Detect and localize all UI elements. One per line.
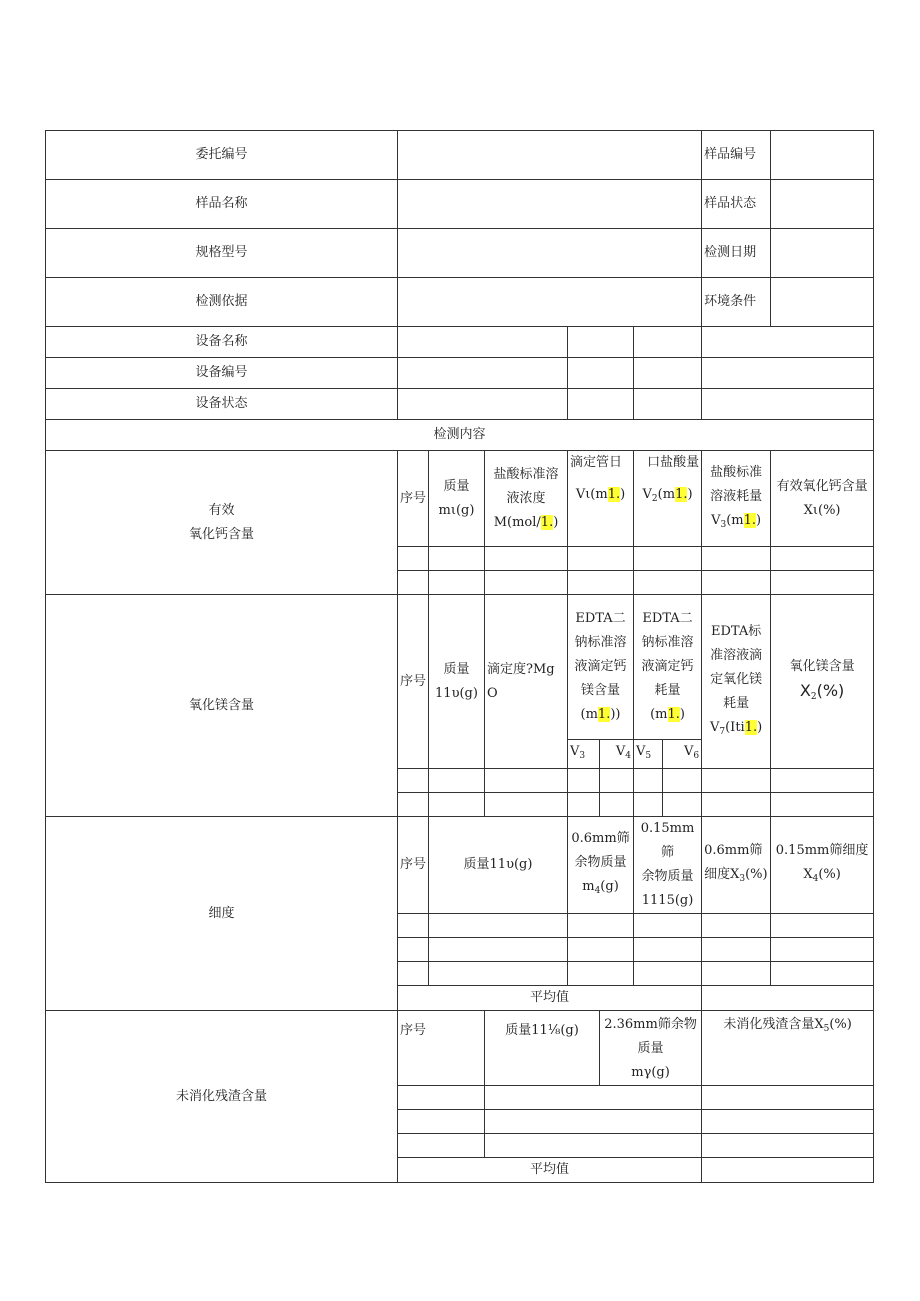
- cao-header-row: [46, 451, 874, 547]
- cao-result: 有效氧化钙含量 Xι(%): [771, 451, 874, 547]
- mgo-mass: 质量 11υ(g): [429, 595, 485, 769]
- row-basis: [46, 278, 874, 327]
- label-sample-name: 样品名称: [46, 180, 398, 229]
- equip-no-4[interactable]: [702, 358, 874, 389]
- label-test-date: 检测日期: [702, 229, 771, 278]
- value-entrust-no-cell[interactable]: [398, 131, 702, 180]
- equip-no-2[interactable]: [568, 358, 634, 389]
- equip-name-1[interactable]: [398, 327, 568, 358]
- cao-v1: 滴定管日 Vι(m1.): [568, 451, 634, 547]
- label-equip-no: 设备编号: [46, 358, 398, 389]
- fine-title: 细度: [46, 817, 398, 1011]
- cao-consume: 盐酸标准 溶液耗量 $V_3(m1.)$: [702, 451, 771, 547]
- mgo-v6: $V_6$: [663, 740, 702, 769]
- fine-avg-value[interactable]: [702, 986, 874, 1011]
- residue-seq: 序号: [398, 1011, 485, 1086]
- row-equip-state: [46, 389, 874, 420]
- equip-state-4[interactable]: [702, 389, 874, 420]
- equip-no-3[interactable]: [634, 358, 702, 389]
- mgo-v4: $V_4$: [600, 740, 634, 769]
- cao-seq: 序号: [398, 451, 429, 547]
- residue-mass: 质量11⅛(g): [485, 1011, 600, 1086]
- value-spec-model[interactable]: [398, 229, 702, 278]
- mgo-seq: 序号: [398, 595, 429, 769]
- equip-name-4[interactable]: [702, 327, 874, 358]
- row-content-title: [46, 420, 874, 451]
- value-test-basis[interactable]: [398, 278, 702, 327]
- cao-title: 有效 氧化钙含量: [46, 451, 398, 595]
- row-equip-name: [46, 327, 874, 358]
- mgo-v5: $V_5$: [634, 740, 663, 769]
- label-test-basis: 检测依据: [46, 278, 398, 327]
- mgo-result: 氧化镁含量 $X_2(\%)$: [771, 595, 874, 769]
- value-sample-no[interactable]: [771, 131, 874, 180]
- mgo-cam: EDTA二 钠标准溶 液滴定钙 镁含量 (m1.)): [568, 595, 634, 740]
- label-spec-model: 规格型号: [46, 229, 398, 278]
- value-test-date[interactable]: [771, 229, 874, 278]
- fine-mass: 质量11υ(g): [429, 817, 568, 914]
- mgo-ca: EDTA二 钠标准溶 液滴定钙 耗量 (m1.): [634, 595, 702, 740]
- fine-seq: 序号: [398, 817, 429, 914]
- equip-state-1[interactable]: [398, 389, 568, 420]
- fine-r015: 0.15mm筛 余物质量 1115(g): [634, 817, 702, 914]
- fine-f015: 0.15mm筛细度 $X_4(\%)$: [771, 817, 874, 914]
- fine-f06: 0.6mm筛 细度$X_3(\%)$: [702, 817, 771, 914]
- equip-no-1[interactable]: [398, 358, 568, 389]
- row-spec: [46, 229, 874, 278]
- residue-avg-label: 平均值: [398, 1158, 702, 1183]
- fine-header-row: [46, 817, 874, 914]
- cao-conc: 盐酸标准溶 液浓度 M(mol/1.): [485, 451, 568, 547]
- label-equip-state: 设备状态: [46, 389, 398, 420]
- label-env-cond: 环境条件: [702, 278, 771, 327]
- fine-r06: 0.6mm筛 余物质量 $m_4(g)$: [568, 817, 634, 914]
- label-entrust-no: 委托编号: [46, 131, 398, 180]
- equip-name-2[interactable]: [568, 327, 634, 358]
- content-title: 检测内容: [46, 420, 874, 451]
- row-equip-no: [46, 358, 874, 389]
- residue-sieve: 2.36mm筛余物质量 mγ(g): [600, 1011, 702, 1086]
- row-sample-name: [46, 180, 874, 229]
- mgo-title: 氧化镁含量: [46, 595, 398, 817]
- equip-state-2[interactable]: [568, 389, 634, 420]
- cao-v2: 口盐酸量 $V_2(m1.)$: [634, 451, 702, 547]
- value-env-cond[interactable]: [771, 278, 874, 327]
- fine-avg-label: 平均值: [398, 986, 702, 1011]
- mgo-v3: $V_3$: [568, 740, 600, 769]
- residue-result: 未消化残渣含量$X_5(\%)$: [702, 1011, 874, 1086]
- label-sample-state: 样品状态: [702, 180, 771, 229]
- residue-header-row: [46, 1011, 874, 1086]
- test-record-form: [45, 130, 874, 1183]
- mgo-titer: 滴定度?MgO: [485, 595, 568, 769]
- mgo-header-row: [46, 595, 874, 740]
- label-equip-name: 设备名称: [46, 327, 398, 358]
- label-sample-no: 样品编号: [702, 131, 771, 180]
- residue-avg-value[interactable]: [702, 1158, 874, 1183]
- value-sample-name[interactable]: [398, 180, 702, 229]
- row-entrust: [46, 131, 874, 180]
- residue-title: 未消化残渣含量: [46, 1011, 398, 1183]
- equip-state-3[interactable]: [634, 389, 702, 420]
- value-sample-state[interactable]: [771, 180, 874, 229]
- equip-name-3[interactable]: [634, 327, 702, 358]
- record-table: [45, 130, 874, 1183]
- cao-mass: 质量 mι(g): [429, 451, 485, 547]
- mgo-mg: EDTA标 准溶液滴 定氧化镁 耗量 $V_7(Iti1.)$: [702, 595, 771, 769]
